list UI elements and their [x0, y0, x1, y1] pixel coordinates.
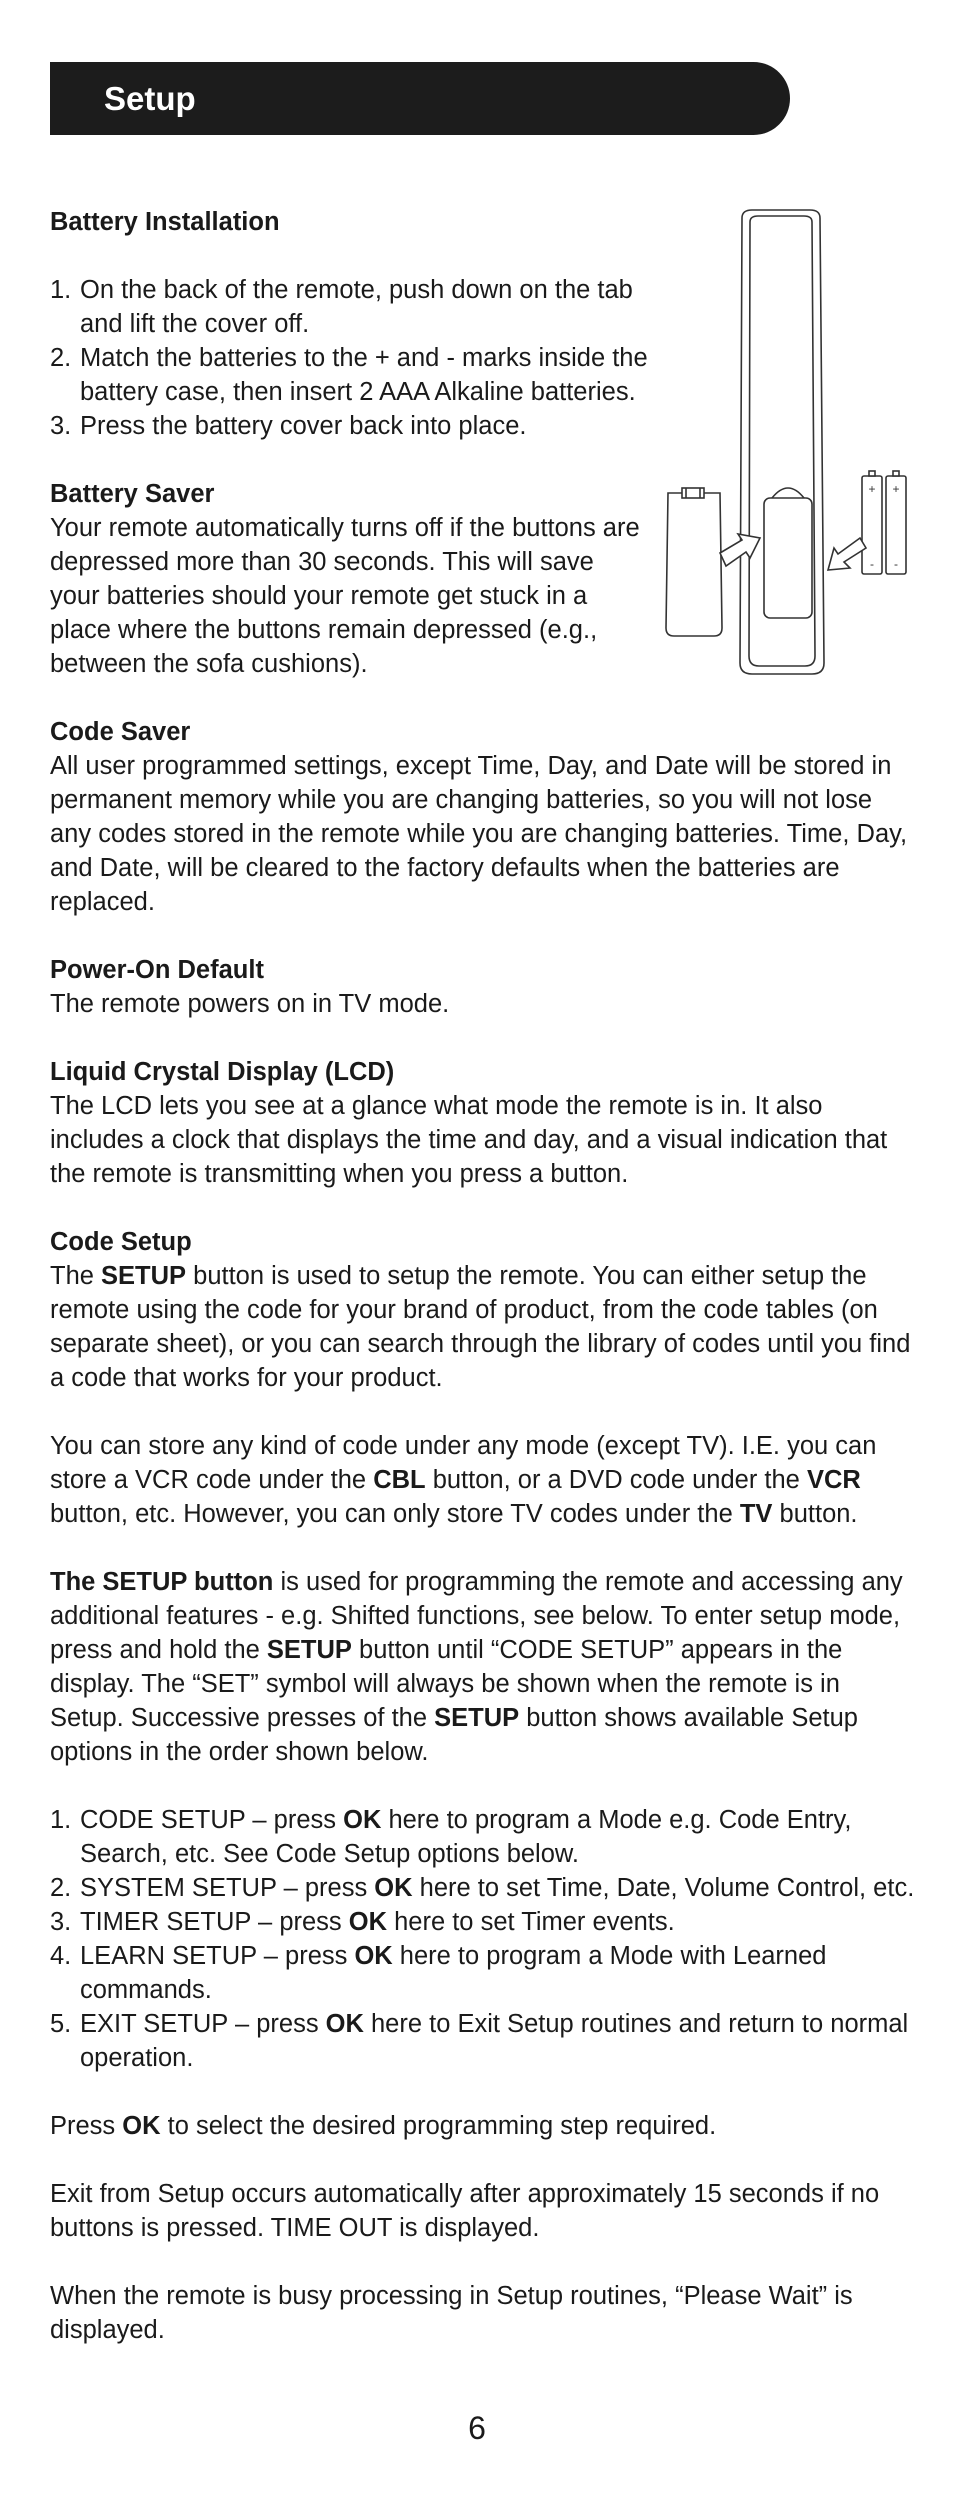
page-number: 6	[468, 2410, 486, 2446]
section-title: Setup	[104, 79, 196, 117]
code-setup-paragraph-2: You can store any kind of code under any mode (except TV). I.E. you can store a VCR code under the CBL button, or a DVD code under the VCR button, etc. However, you can only store TV codes under the TV button.	[50, 1432, 877, 1528]
list-item: 2. SYSTEM SETUP – press OK here to set Time, Date, Volume Control, etc.	[50, 1874, 915, 1902]
list-item: 3. Press the battery cover back into place.	[50, 412, 527, 440]
code-saver-heading: Code Saver	[50, 718, 191, 746]
list-item: 5. EXIT SETUP – press OK here to Exit Setup routines and return to normal operation.	[50, 2010, 909, 2072]
power-on-default-body: The remote powers on in TV mode.	[50, 990, 450, 1018]
code-setup-heading: Code Setup	[50, 1228, 192, 1256]
code-setup-paragraph-1: The SETUP button is used to setup the remote. You can either setup the remote using the code for your brand of product, from the code tables (on separate sheet), or you can search through the library of codes until you find a code that works for your product.	[50, 1262, 911, 1392]
section-header	[50, 62, 790, 135]
battery-minus-label: -	[894, 557, 898, 571]
battery-saver-body: Your remote automatically turns off if the buttons are depressed more than 30 seconds. This will save your batteries should your remote get stuck in a place where the buttons remain depressed (e.g., between the sofa cushions).	[50, 514, 640, 678]
battery-plus-label: +	[892, 482, 900, 496]
list-item: 1. On the back of the remote, push down on the tab and lift the cover off.	[50, 276, 633, 338]
code-setup-paragraph-6: When the remote is busy processing in Setup routines, “Please Wait” is displayed.	[50, 2282, 853, 2344]
code-setup-paragraph-5: Exit from Setup occurs automatically after approximately 15 seconds if no buttons is pressed. TIME OUT is displayed.	[50, 2180, 880, 2242]
battery-saver-heading: Battery Saver	[50, 480, 215, 508]
lcd-body: The LCD lets you see at a glance what mode the remote is in. It also includes a clock that displays the time and day, and a visual indication that the remote is transmitting when you press a button.	[50, 1092, 888, 1188]
battery-plus-label: +	[868, 482, 876, 496]
battery-section	[50, 205, 650, 681]
power-on-default-heading: Power-On Default	[50, 956, 264, 984]
battery-installation-heading: Battery Installation	[50, 208, 280, 236]
battery-installation-steps	[50, 273, 650, 443]
lcd-heading: Liquid Crystal Display (LCD)	[50, 1058, 395, 1086]
code-setup-paragraph-4: Press OK to select the desired programming step required.	[50, 2112, 717, 2140]
code-saver-body: All user programmed settings, except Time, Day, and Date will be stored in permanent memory while you are changing batteries, so you will not lose any codes stored in the remote while you are changing batteries. Time, Day, and Date, will be cleared to the factory defaults when the batteries are replaced.	[50, 752, 908, 916]
battery-minus-label: -	[870, 557, 874, 571]
setup-options-list	[50, 1803, 920, 2075]
code-setup-paragraph-3: The SETUP button is used for programming the remote and accessing any additional features - e.g. Shifted functions, see below. To enter setup mode, press and hold the SETUP button until “CODE SETUP” appears in the display. The “SET” symbol will always be shown when the remote is in Setup. Successive presses of the SETUP button shows available Setup options in the order shown below.	[50, 1568, 903, 1766]
list-item: 3. TIMER SETUP – press OK here to set Timer events.	[50, 1908, 675, 1936]
page-content	[50, 205, 920, 2347]
list-item: 2. Match the batteries to the + and - marks inside the battery case, then insert 2 AAA Alkaline batteries.	[50, 344, 648, 406]
list-item: 1. CODE SETUP – press OK here to program a Mode e.g. Code Entry, Search, etc. See Code Setup options below.	[50, 1806, 852, 1868]
list-item: 4. LEARN SETUP – press OK here to program a Mode with Learned commands.	[50, 1942, 827, 2004]
